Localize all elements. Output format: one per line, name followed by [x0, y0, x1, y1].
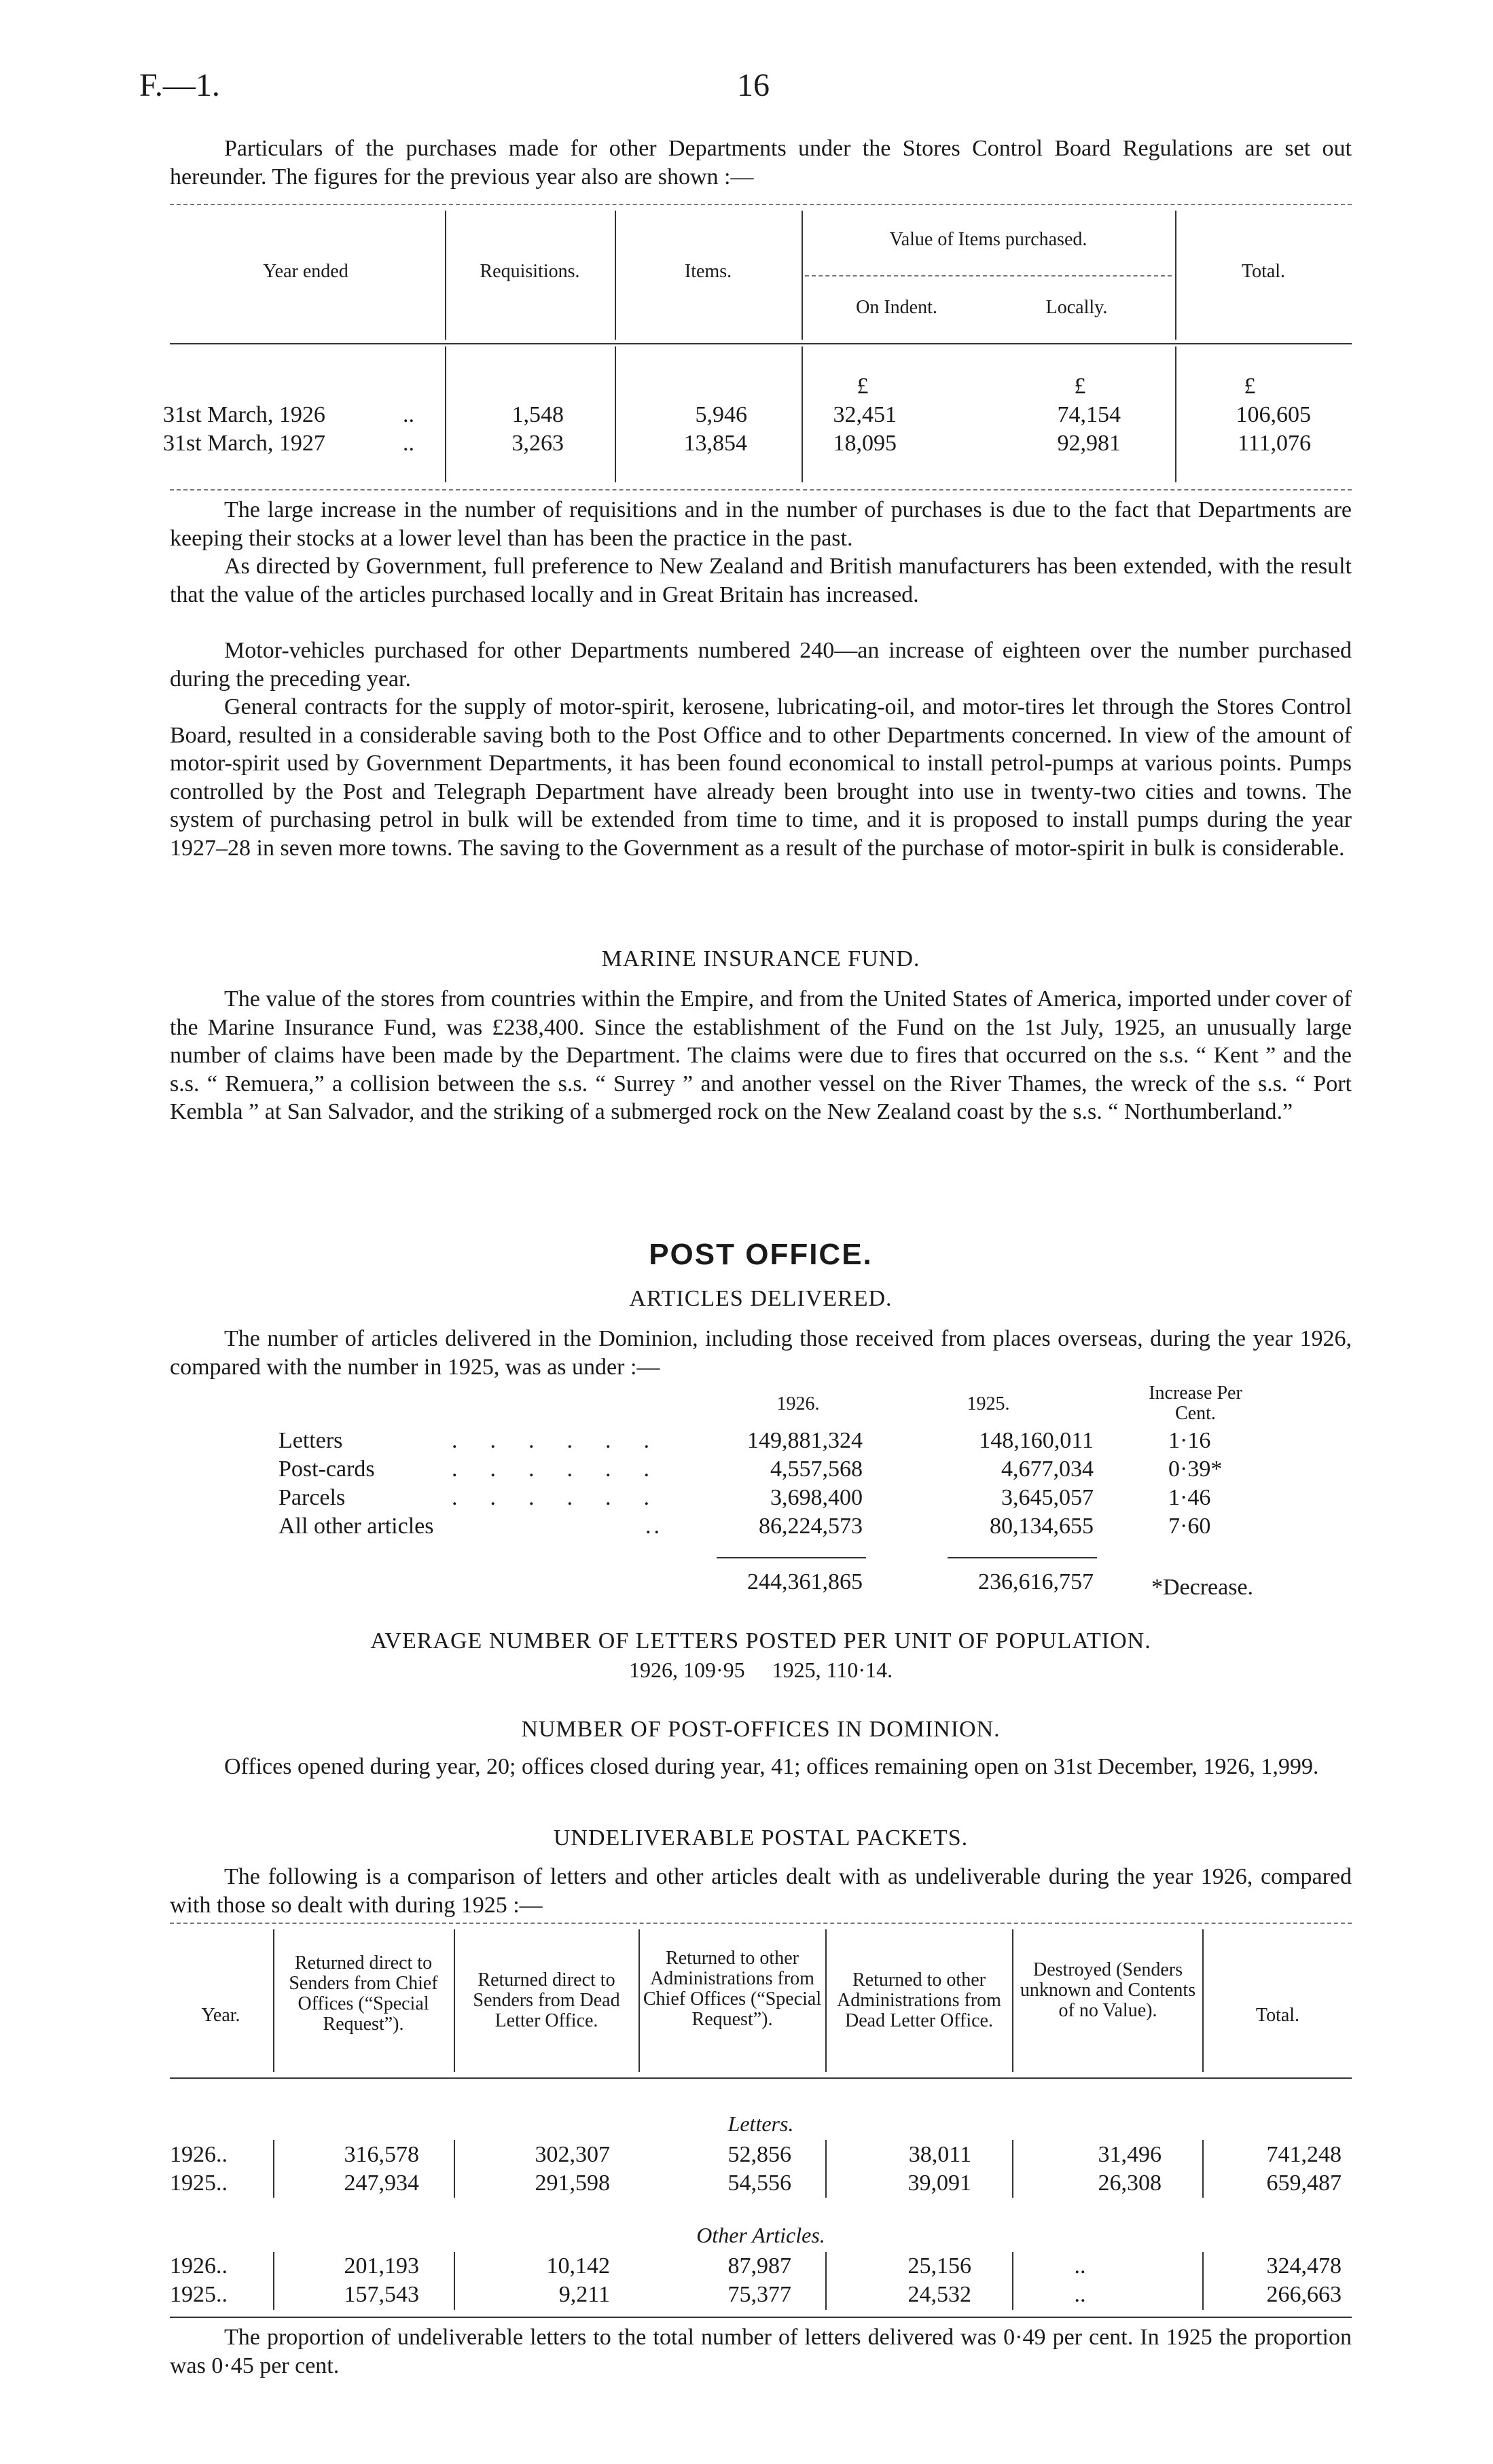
average-values: 1926, 109·95 1925, 110·14.	[628, 1658, 893, 1682]
undeliverable-intro: The following is a comparison of letters and other articles dealt with as undeliverable during the year 1926, compared with those so dealt with during 1925 :—	[170, 1864, 1352, 1918]
average-heading: AVERAGE NUMBER OF LETTERS POSTED PER UNIT OF POPULATION.	[370, 1628, 1151, 1654]
currency-sign: £	[1244, 374, 1256, 399]
row-label: Parcels	[278, 1485, 346, 1510]
col-items: Items.	[684, 261, 732, 282]
closing-paragraph: The proportion of undeliverable letters to the total number of letters delivered was 0·49 per cent. In 1925 the proportion was 0·45 per cent.	[170, 2325, 1352, 2378]
col-returned-chief-offices: Returned direct to Senders from Chief Offices (“Special Request”).	[289, 1952, 438, 2035]
cell-value: 157,543	[344, 2282, 419, 2307]
articles-heading: ARTICLES DELIVERED.	[629, 1286, 893, 1311]
locally-value: 74,154	[1057, 402, 1121, 427]
currency-sign: £	[1074, 374, 1086, 399]
cell-value: 39,091	[907, 2171, 971, 2196]
row-year: 31st March, 1927	[163, 431, 325, 456]
offices-heading: NUMBER OF POST-OFFICES IN DOMINION.	[521, 1717, 1001, 1742]
offices-paragraph: Offices opened during year, 20; offices closed during year, 41; offices remaining open on 31st December, 1926, 1,999.	[224, 1754, 1319, 1779]
other-articles-section-label: Other Articles.	[696, 2223, 825, 2247]
cell-value: 52,856	[727, 2142, 791, 2167]
total-value: 111,076	[1238, 431, 1311, 456]
cell-value: 291,598	[535, 2171, 610, 2196]
col-year-ended: Year ended	[263, 261, 348, 282]
items-value: 5,946	[695, 402, 747, 427]
col-on-indent: On Indent.	[856, 297, 937, 318]
col-total: Total.	[1255, 2005, 1300, 2026]
increase-value: 0·39*	[1168, 1457, 1223, 1482]
cell-value: 26,308	[1098, 2171, 1162, 2196]
currency-sign: £	[857, 374, 869, 399]
col-1926: 1926.	[776, 1393, 820, 1414]
paragraph-requisitions: The large increase in the number of requisitions and in the number of purchases is due to the fact that Departments are keeping their stocks at a lower level than has been the practice in the past.	[170, 497, 1352, 551]
cell-value: 38,011	[908, 2142, 971, 2167]
cell-value: 54,556	[727, 2171, 791, 2196]
value-1925: 3,645,057	[1001, 1485, 1094, 1510]
undeliverable-heading: UNDELIVERABLE POSTAL PACKETS.	[553, 1825, 969, 1851]
row-total: 741,248	[1266, 2142, 1342, 2167]
row-year: 1926..	[170, 2253, 228, 2279]
col-requisitions: Requisitions.	[480, 261, 580, 282]
cell-value: 302,307	[535, 2142, 610, 2167]
cell-value: ..	[1074, 2282, 1086, 2307]
post-office-heading: POST OFFICE.	[649, 1238, 873, 1271]
cell-value: 247,934	[344, 2171, 419, 2196]
row-year: 1925..	[170, 2171, 228, 2196]
col-1925: 1925.	[967, 1393, 1010, 1414]
row-total: 324,478	[1266, 2253, 1342, 2279]
cell-value: 10,142	[546, 2253, 610, 2279]
increase-value: 1·16	[1168, 1428, 1211, 1453]
cell-value: 316,578	[344, 2142, 419, 2167]
articles-intro: The number of articles delivered in the Dominion, including those received from places overseas, during the year 1926, compared with the number in 1925, was as under :—	[170, 1326, 1352, 1380]
paragraph-preference: As directed by Government, full preference to New Zealand and British manufacturers has been extended, with the result that the value of the articles purchased locally and in Great Britain has increased.	[170, 554, 1352, 607]
total-1926: 244,361,865	[747, 1569, 863, 1594]
value-1926: 149,881,324	[747, 1428, 863, 1453]
cell-value: 87,987	[727, 2253, 791, 2279]
row-total: 659,487	[1266, 2171, 1342, 2196]
document-reference: F.—1.	[139, 67, 220, 103]
col-increase: Increase Per Cent.	[1149, 1382, 1242, 1424]
col-other-admin-dead-letter: Returned to other Administrations from Dead Letter Office.	[837, 1969, 1001, 2031]
page-number: 16	[737, 67, 770, 103]
col-destroyed: Destroyed (Senders unknown and Contents of no Value).	[1020, 1959, 1196, 2021]
col-total: Total.	[1241, 261, 1286, 282]
total-value: 106,605	[1236, 402, 1311, 427]
row-year: 31st March, 1926	[163, 402, 325, 427]
row-year: 1925..	[170, 2282, 228, 2307]
paragraph-motor-vehicles: Motor-vehicles purchased for other Departments numbered 240—an increase of eighteen over the number purchased during the preceding year.	[170, 638, 1352, 692]
row-label: All other articles	[278, 1514, 434, 1539]
increase-value: 7·60	[1168, 1514, 1211, 1539]
on-indent-value: 18,095	[833, 431, 897, 456]
total-1925: 236,616,757	[978, 1569, 1094, 1594]
value-1925: 80,134,655	[990, 1514, 1094, 1539]
decrease-note: *Decrease.	[1151, 1575, 1254, 1600]
col-returned-dead-letter: Returned direct to Senders from Dead Letter Office.	[473, 1969, 620, 2031]
items-value: 13,854	[683, 431, 747, 456]
cell-value: 25,156	[907, 2253, 971, 2279]
on-indent-value: 32,451	[833, 402, 897, 427]
increase-value: 1·46	[1168, 1485, 1211, 1510]
cell-value: 9,211	[558, 2282, 610, 2307]
row-total: 266,663	[1266, 2282, 1342, 2307]
cell-value: 201,193	[344, 2253, 419, 2279]
marine-heading: MARINE INSURANCE FUND.	[601, 946, 920, 971]
cell-value: ..	[1074, 2253, 1086, 2279]
value-1925: 4,677,034	[1001, 1457, 1094, 1482]
row-label: Letters	[278, 1428, 343, 1453]
col-year: Year.	[201, 2005, 240, 2026]
letters-section-label: Letters.	[727, 2111, 794, 2136]
locally-value: 92,981	[1057, 431, 1121, 456]
col-locally: Locally.	[1045, 297, 1108, 318]
value-1925: 148,160,011	[979, 1428, 1094, 1453]
row-year: 1926..	[170, 2142, 228, 2167]
requisitions-value: 3,263	[511, 431, 564, 456]
col-value-purchased: Value of Items purchased.	[889, 229, 1087, 250]
value-1926: 4,557,568	[770, 1457, 863, 1482]
value-1926: 3,698,400	[770, 1485, 863, 1510]
paragraph-contracts: General contracts for the supply of motor-spirit, kerosene, lubricating-oil, and motor-tires let through the Stores Control Board, resulted in a considerable saving both to the Post Office and to other Departments concerned. In view of the amount of motor-spirit used by Government Departments, it has been found economical to install petrol-pumps at various points. Pumps controlled by the Post and Telegraph Department have already been brought into use in twenty-two cities and towns. The system of purchasing petrol in bulk will be extended from time to time, and it is proposed to install pumps during the year 1927–28 in seven more towns. The saving to the Government as a result of the purchase of motor-spirit in bulk is considerable.	[170, 694, 1352, 861]
marine-paragraph: The value of the stores from countries within the Empire, and from the United States of America, imported under cover of the Marine Insurance Fund, was £238,400. Since the establishment of the Fund on the 1st July, 1925, an unusually large number of claims have been made by the Department. The claims were due to fires that occurred on the s.s. “ Kent ” and the s.s. “ Remuera,” a collision between the s.s. “ Surrey ” and another vessel on the River Thames, the wreck of the s.s. “ Port Kembla ” at San Salvador, and the striking of a submerged rock on the New Zealand coast by the s.s. “ Northumberland.”	[170, 986, 1352, 1124]
value-1926: 86,224,573	[759, 1514, 863, 1539]
cell-value: 75,377	[727, 2282, 791, 2307]
cell-value: 31,496	[1098, 2142, 1162, 2167]
row-label: Post-cards	[278, 1457, 375, 1482]
requisitions-value: 1,548	[511, 402, 564, 427]
document-page: F.—1. 16 Particulars of the purchases made for other Departments under the Stores Control Board Regulations are set out hereunder. The figures for the previous year also are shown :— Year ended Requisitions. Items. Value of Items purchased. On Indent. Locally. Total. £ £ £ 31st March, 1926 .. 1,548 5,946 32,451 74,154 106,605 31st March, 1927 .. 3,263 13,854 18,095 92,981 111,076 The large increase in the number of requisitions and in the number of purchases is due to the fact that Departments are keeping their stocks at a lower level than has been the practice in the past. As directed by Government, full preference to New Zealand and British manufacturers has been extended, with the result that the value of the articles purchased locally and in Great Britain has increased. Motor-vehicles purchased for other Departments numbered 240—an increase of eighteen over the number purchased during the preceding year. General contracts for the supply of motor-spirit, kerosene, lubricating-oil, and motor-tires let through the Stores Control Board, resulted in a considerable saving both to the Post Office and to other Departments concerned. In view of the amount of motor-spirit used by Government Departments, it has been found economical to install petrol-pumps at various points. Pumps controlled by the Post and Telegraph Department have already been brought into use in twenty-two cities and towns. The system of purchasing petrol in bulk will be extended from time to time, and it is proposed to install pumps during the year 1927–28 in seven more towns. The saving to the Government as a result of the purchase of motor-spirit in bulk is considerable. MARINE INSURANCE FUND. The value of the stores from countries within the Empire, and from the United States of America, imported under cover of the Marine Insurance Fund, was £238,400. Since the establishment of the Fund on the 1st July, 1925, an unusually large number of claims have been made by the Department. The claims were due to fires that occurred on the s.s. “ Kent ” and the s.s. “ Remuera,” a collision between the s.s. “ Surrey ” and another vessel on the River Thames, the wreck of the s.s. “ Port Kembla ” at San Salvador, and the striking of a submerged rock on the New Zealand coast by the s.s. “ Northumberland.” POST OFFICE. ARTICLES DELIVERED. The number of articles delivered in the Dominion, including those received from places overseas, during the year 1926, compared with the number in 1925, was as under :— 1926. 1925. Increase Per Cent. Letters ...... 149,881,324 148,160,011 1·16 Post-cards ...... 4,557,568 4,677,034 0·39* Parcels ...... 3,698,400 3,645,057 1·46 All other articles .. 86,224,573 80,134,655 7·60 244,361,865 236,616,757 *Decrease. AVERAGE NUMBER OF LETTERS POSTED PER UNIT OF POPULATION. 1926, 109·95 1925, 110·14. NUMBER OF POST-OFFICES IN DOMINION. Offices opened during year, 20; offices closed during year, 41; offices remaining open on 31st December, 1926, 1,999. UNDELIVERABLE POSTAL PACKETS. The following is a comparison of letters and other articles dealt with as undeliverable during the year 1926, compared with those so dealt with during 1925 :— Year. Returned direct to Senders from Chief Offices (“Special Request”). Returned direct to Senders from Dead Letter Office. Returned to other Administrations from Chief Offices (“Special Request”). Returned to other Administrations from Dead Letter Office. Destroyed (Senders unknown and Contents of no Value). Total. Letters. 1926.. 316,578 302,307 52,856 38,011 31,496 741,248 1925.. 247,934 291,598 54,556 39,091 26,308 659,487 Other Articles. 1926.. 201,193 10,142 87,987 25,156 .. 324,478 1925.. 157,543 9,211 75,377 24,532 .. 266,663 The proportion of undeliverable letters to the total number of letters delivered was 0·49 per cent. In 1925 the proportion was 0·45 per cent.	[0, 0, 1493, 2464]
col-other-admin-chief: Returned to other Administrations from Chief Offices (“Special Request”).	[643, 1948, 822, 2030]
cell-value: 24,532	[907, 2282, 971, 2307]
intro-paragraph: Particulars of the purchases made for other Departments under the Stores Control Board Regulations are set out hereunder. The figures for the previous year also are shown :—	[170, 136, 1352, 190]
